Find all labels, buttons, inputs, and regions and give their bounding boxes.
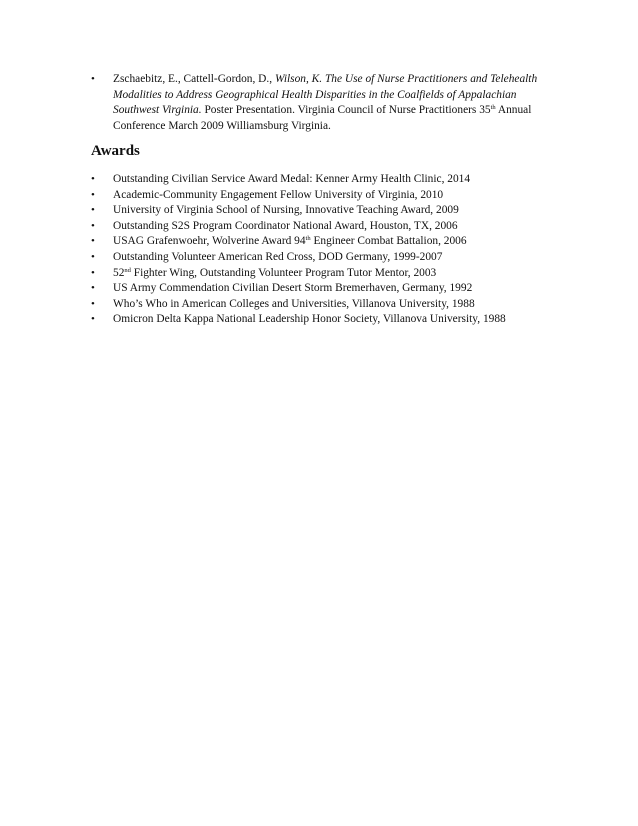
bullet-icon: • (91, 188, 95, 201)
award-text: Academic-Community Engagement Fellow University of Virginia, 2010 (113, 188, 444, 201)
bullet-icon: • (91, 219, 95, 232)
publication-list (91, 72, 551, 134)
publication-authors: Zschaebitz, E., Cattell-Gordon, D., (113, 73, 275, 85)
award-item (91, 250, 561, 266)
award-text: Omicron Delta Kappa National Leadership Honor Society, Villanova University, 1988 (113, 313, 506, 326)
award-text: USAG Grafenwoehr, Wolverine Award 94 (113, 235, 306, 248)
bullet-icon: • (91, 250, 95, 263)
award-text: Outstanding S2S Program Coordinator National Award, Houston, TX, 2006 (113, 219, 458, 232)
bullet-icon: • (91, 235, 95, 248)
bullet-icon: • (91, 282, 95, 295)
bullet-icon: • (91, 73, 95, 85)
publication-details-end: Annual Conference March 2009 Williamsburg Virginia. (113, 104, 532, 132)
bullet-icon: • (91, 173, 95, 185)
bullet-icon: • (91, 266, 95, 279)
award-text-end: Fighter Wing, Outstanding Volunteer Program Tutor Mentor, 2003 (130, 266, 437, 279)
award-text-end: Engineer Combat Battalion, 2006 (310, 235, 467, 248)
award-item (91, 281, 561, 297)
publication-entry (91, 72, 551, 134)
ordinal-suffix: nd (124, 266, 131, 274)
bullet-icon: • (91, 313, 95, 326)
award-text: 52 (113, 266, 125, 279)
awards-list (91, 172, 561, 328)
award-item (91, 188, 561, 204)
award-item (91, 203, 561, 219)
ordinal-suffix: th (305, 235, 311, 243)
publication-ordinal-suffix: th (490, 104, 496, 111)
award-item (91, 219, 561, 235)
bullet-icon: • (91, 204, 95, 217)
award-item (91, 297, 561, 313)
bullet-icon: • (91, 297, 95, 310)
award-item (91, 234, 561, 250)
award-text: University of Virginia School of Nursing, Innovative Teaching Award, 2009 (113, 204, 459, 217)
award-text: Outstanding Civilian Service Award Medal: Kenner Army Health Clinic, 2014 (113, 173, 471, 185)
publication-title: Wilson, K. The Use of Nurse Practitioners and Telehealth Modalities to Address Geographical Health Disparities in the Coalfields of Appalachian Southwest Virginia. (113, 73, 538, 116)
award-item (91, 266, 561, 282)
award-text: Who’s Who in American Colleges and Universities, Villanova University, 1988 (113, 297, 475, 310)
publication-details: Poster Presentation. Virginia Council of Nurse Practitioners 35 (201, 104, 491, 116)
award-text: Outstanding Volunteer American Red Cross, DOD Germany, 1999-2007 (113, 250, 443, 263)
awards-heading: Awards (91, 143, 140, 159)
publication-text (113, 72, 551, 134)
award-text: US Army Commendation Civilian Desert Storm Bremerhaven, Germany, 1992 (113, 282, 473, 295)
award-item (91, 312, 561, 328)
award-item (91, 172, 561, 188)
